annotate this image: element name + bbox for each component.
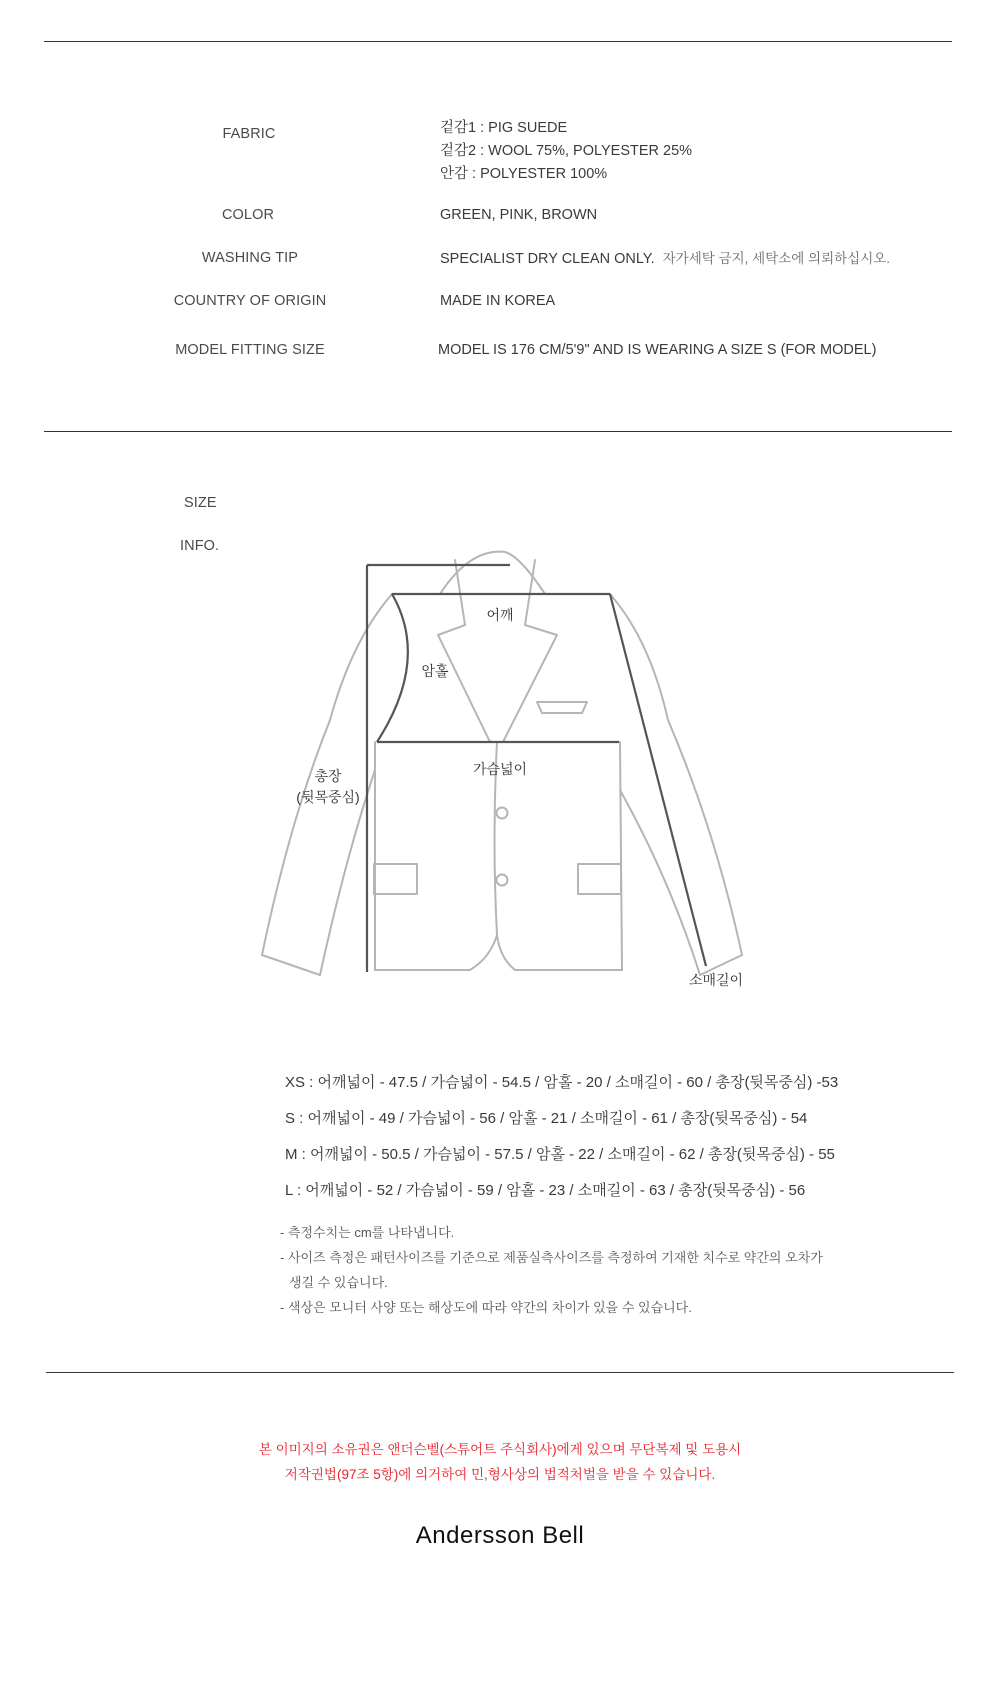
brand-logo: Andersson Bell	[415, 1522, 585, 1549]
origin-label: COUNTRY OF ORIGIN	[173, 293, 327, 309]
washing-text: SPECIALIST DRY CLEAN ONLY.	[440, 251, 655, 267]
shoulder-label: 어깨	[486, 607, 514, 623]
size-row-xs: XS : 어깨넓이 - 47.5 / 가슴넓이 - 54.5 / 암홀 - 20 / 소매길이 - 60 / 총장(뒷목중심) -53	[285, 1074, 839, 1091]
size-row-m: M : 어깨넓이 - 50.5 / 가슴넓이 - 57.5 / 암홀 - 22 / 소매길이 - 62 / 총장(뒷목중심) - 55	[285, 1146, 835, 1163]
armhole-label: 암홀	[421, 663, 449, 679]
fabric-label: FABRIC	[222, 126, 276, 142]
armhole-line	[377, 594, 408, 742]
fabric-line: 겉감2 : WOOL 75%, POLYESTER 25%	[440, 143, 693, 159]
size-row-s: S : 어깨넓이 - 49 / 가슴넓이 - 56 / 암홀 - 21 / 소매길이 - 61 / 총장(뒷목중심) - 54	[285, 1110, 808, 1127]
model-fitting-value: MODEL IS 176 CM/5'9" AND IS WEARING A SIZE S (FOR MODEL)	[438, 342, 877, 358]
washing-note: 자가세탁 금지, 세탁소에 의뢰하십시오.	[662, 251, 891, 266]
size-info-title: INFO.	[180, 538, 220, 554]
divider	[46, 1372, 954, 1373]
size-note: - 사이즈 측정은 패턴사이즈를 기준으로 제품실측사이즈를 측정하여 기재한 치수로 약간의 오차가	[280, 1250, 823, 1265]
color-label: COLOR	[221, 207, 275, 223]
color-value: GREEN, PINK, BROWN	[440, 207, 598, 223]
size-row-l: L : 어깨넓이 - 52 / 가슴넓이 - 59 / 암홀 - 23 / 소매길이 - 63 / 총장(뒷목중심) - 56	[285, 1182, 806, 1199]
fabric-line: 겉감1 : PIG SUEDE	[440, 120, 568, 136]
length-label: 총장	[314, 768, 342, 784]
size-note: 생길 수 있습니다.	[289, 1275, 388, 1290]
chest-label: 가슴넓이	[472, 761, 528, 777]
origin-value: MADE IN KOREA	[440, 293, 556, 309]
sleeve-label: 소매길이	[688, 972, 744, 988]
copyright-notice: 본 이미지의 소유권은 앤더슨벨(스튜어트 주식회사)에게 있으며 무단복제 및 도용시	[258, 1442, 742, 1457]
measurement-lines	[367, 565, 706, 972]
washing-label: WASHING TIP	[201, 250, 299, 266]
fabric-line: 안감 : POLYESTER 100%	[440, 166, 608, 182]
size-note: - 색상은 모니터 사양 또는 해상도에 따라 약간의 차이가 있을 수 있습니다.	[280, 1300, 692, 1315]
size-note: - 측정수치는 cm를 나타냅니다.	[280, 1225, 455, 1240]
length-label-sub: (뒷목중심)	[296, 789, 360, 805]
model-fitting-label: MODEL FITTING SIZE	[175, 342, 325, 358]
size-info-title: SIZE	[184, 495, 217, 511]
copyright-notice: 저작권법(97조 5항)에 의거하여 민,형사상의 법적처벌을 받을 수 있습니다.	[284, 1467, 716, 1482]
